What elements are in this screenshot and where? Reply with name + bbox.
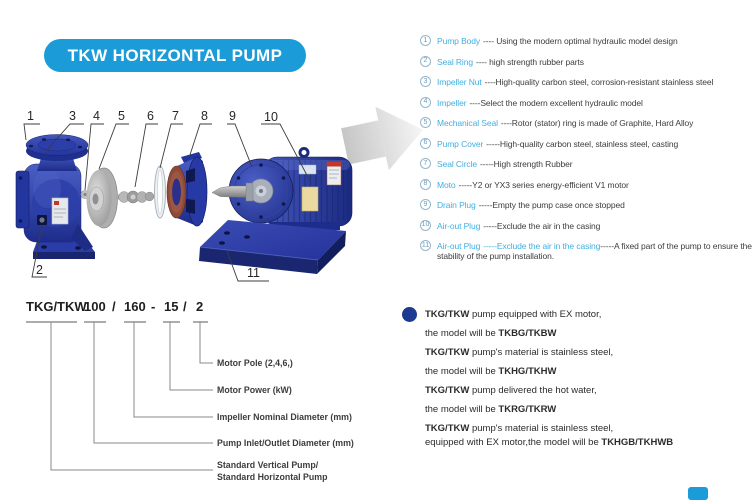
model-label-motor-pole: Motor Pole (2,4,6,) [217, 358, 293, 368]
variant-text: pump equipped with EX motor, [469, 309, 602, 320]
part-description: -----Empty the pump case once stopped [478, 200, 625, 210]
variant-model: TKG/TKW [425, 385, 470, 396]
part-name: Seal Circle [437, 159, 477, 169]
model-segment: 160 [124, 299, 146, 314]
variant-text: equipped with EX motor,the model will be [425, 436, 602, 448]
model-label-standard-1: Standard Vertical Pump/ [217, 460, 319, 470]
model-segment: 2 [196, 299, 204, 314]
variant-text: pump delivered the hot water, [469, 385, 597, 396]
part-description: ----High-quality carbon steel, corrosion-resistant stainless steel [484, 77, 714, 87]
model-label-motor-power: Motor Power (kW) [217, 385, 292, 395]
number-badge: 10 [420, 220, 431, 231]
variant-model: TKG/TKW [425, 309, 470, 320]
number-badge: 11 [420, 240, 431, 251]
number-badge: 4 [420, 97, 431, 108]
variant-line [425, 385, 755, 397]
variant-model: TKHG/TKHW [498, 366, 557, 377]
variant-line [425, 423, 755, 435]
variant-line [425, 404, 755, 416]
variant-text: the model will be [425, 366, 499, 377]
variant-model: TKHGB/TKHWB [601, 436, 674, 448]
list-item [420, 77, 756, 87]
variants-note [425, 309, 755, 456]
list-item [420, 98, 756, 108]
part-name: Pump Body [437, 36, 481, 46]
number-badge: 9 [420, 199, 431, 210]
part-description: ----Select the modern excellent hydraulic model [469, 97, 643, 108]
page-title: TKW HORIZONTAL PUMP [67, 45, 283, 65]
part-name: Moto [437, 179, 456, 190]
list-item [420, 200, 756, 210]
list-item [420, 221, 756, 231]
part-name: Drain Plug [437, 200, 476, 210]
logo-mark [688, 487, 708, 500]
part-name: Air-out Plug [437, 220, 481, 231]
model-segment: 15 [164, 299, 179, 314]
model-label-standard-2: Standard Horizontal Pump [217, 472, 328, 482]
variant-model: TKG/TKW [425, 347, 470, 358]
part-number-label: 10 [264, 110, 278, 124]
pump-exploded-diagram [0, 95, 440, 295]
part-description: -----Y2 or YX3 series energy-efficient V1 motor [458, 179, 629, 190]
variant-line [425, 437, 755, 449]
model-segment: 100 [84, 299, 106, 314]
part-number-label: 2 [36, 263, 43, 277]
part-number-label: 4 [93, 109, 100, 123]
lifting-eye [300, 149, 308, 157]
variant-text: pump's material is stainless steel, [469, 423, 614, 434]
number-badge: 8 [420, 179, 431, 190]
part-description: ---- Using the modern optimal hydraulic model design [483, 36, 678, 46]
part-name: Impeller [437, 97, 467, 108]
model-segment: - [151, 299, 156, 314]
model-designation-diagram [0, 288, 380, 500]
part-name: Pump Cover [437, 138, 484, 149]
part-description: ---- high strength rubber parts [475, 56, 584, 67]
part-description: ----Rotor (stator) ring is made of Graphite, Hard Alloy [500, 118, 694, 128]
variant-text: the model will be [425, 328, 499, 339]
number-badge: 6 [420, 138, 431, 149]
variant-line [425, 366, 755, 378]
part-name: Impeller Nut [437, 77, 482, 87]
motor-top-label [299, 165, 316, 174]
part-number-label: 9 [229, 109, 236, 123]
model-segment: / [183, 299, 187, 314]
model-label-impeller-diameter: Impeller Nominal Diameter (mm) [217, 412, 352, 422]
list-item [420, 139, 756, 149]
number-badge: 1 [420, 35, 431, 46]
list-item [420, 159, 756, 169]
parts-list [420, 36, 756, 272]
part-number-label: 6 [147, 109, 154, 123]
variant-model: TKRG/TKRW [498, 404, 557, 415]
variant-model: TKG/TKW [425, 423, 470, 434]
part-number-label: 11 [247, 266, 260, 280]
variant-line [425, 309, 755, 321]
part-description: -----A fixed part of the pump to ensure the stability of the pump installation. [437, 241, 752, 261]
part-description: -----High strength Rubber [480, 159, 573, 169]
part-number-label: 8 [201, 109, 208, 123]
part-number-label: 5 [118, 109, 125, 123]
part-name: Mechanical Seal [437, 118, 498, 128]
mechanical-seal [115, 191, 154, 203]
number-badge: 5 [420, 117, 431, 128]
list-item [420, 36, 756, 46]
variant-text: pump's material is stainless steel, [469, 347, 614, 358]
motor-yellow-label [302, 187, 318, 211]
part-number-label: 7 [172, 109, 179, 123]
variant-line [425, 328, 755, 340]
model-segment: TKG/TKW [26, 299, 87, 314]
variant-model: TKBG/TKBW [498, 328, 557, 339]
bullet-icon [402, 307, 417, 322]
number-badge: 3 [420, 76, 431, 87]
variant-text: the model will be [425, 404, 499, 415]
part-name: Seal Ring [437, 56, 473, 67]
pump-cover [167, 152, 207, 226]
title-banner [44, 39, 306, 72]
list-item [420, 180, 756, 190]
model-segment: / [112, 299, 116, 314]
list-item [420, 57, 756, 67]
list-item [420, 241, 756, 261]
connector-lines [51, 322, 213, 470]
right-arrow-icon [338, 98, 430, 178]
list-item [420, 118, 756, 128]
part-description: -----Exclude the air in the casing [483, 220, 601, 231]
variant-line [425, 347, 755, 359]
part-description-blue: -----Exclude the air in the casing [483, 241, 601, 251]
part-number-label: 1 [27, 109, 34, 123]
seal-circle [155, 166, 166, 218]
part-name: Air-out Plug [437, 241, 481, 251]
part-number-label: 3 [69, 109, 76, 123]
number-badge: 2 [420, 56, 431, 67]
model-label-inlet-outlet: Pump Inlet/Outlet Diameter (mm) [217, 438, 354, 448]
part-description: -----High-quality carbon steel, stainless steel, casting [486, 138, 679, 149]
number-badge: 7 [420, 158, 431, 169]
